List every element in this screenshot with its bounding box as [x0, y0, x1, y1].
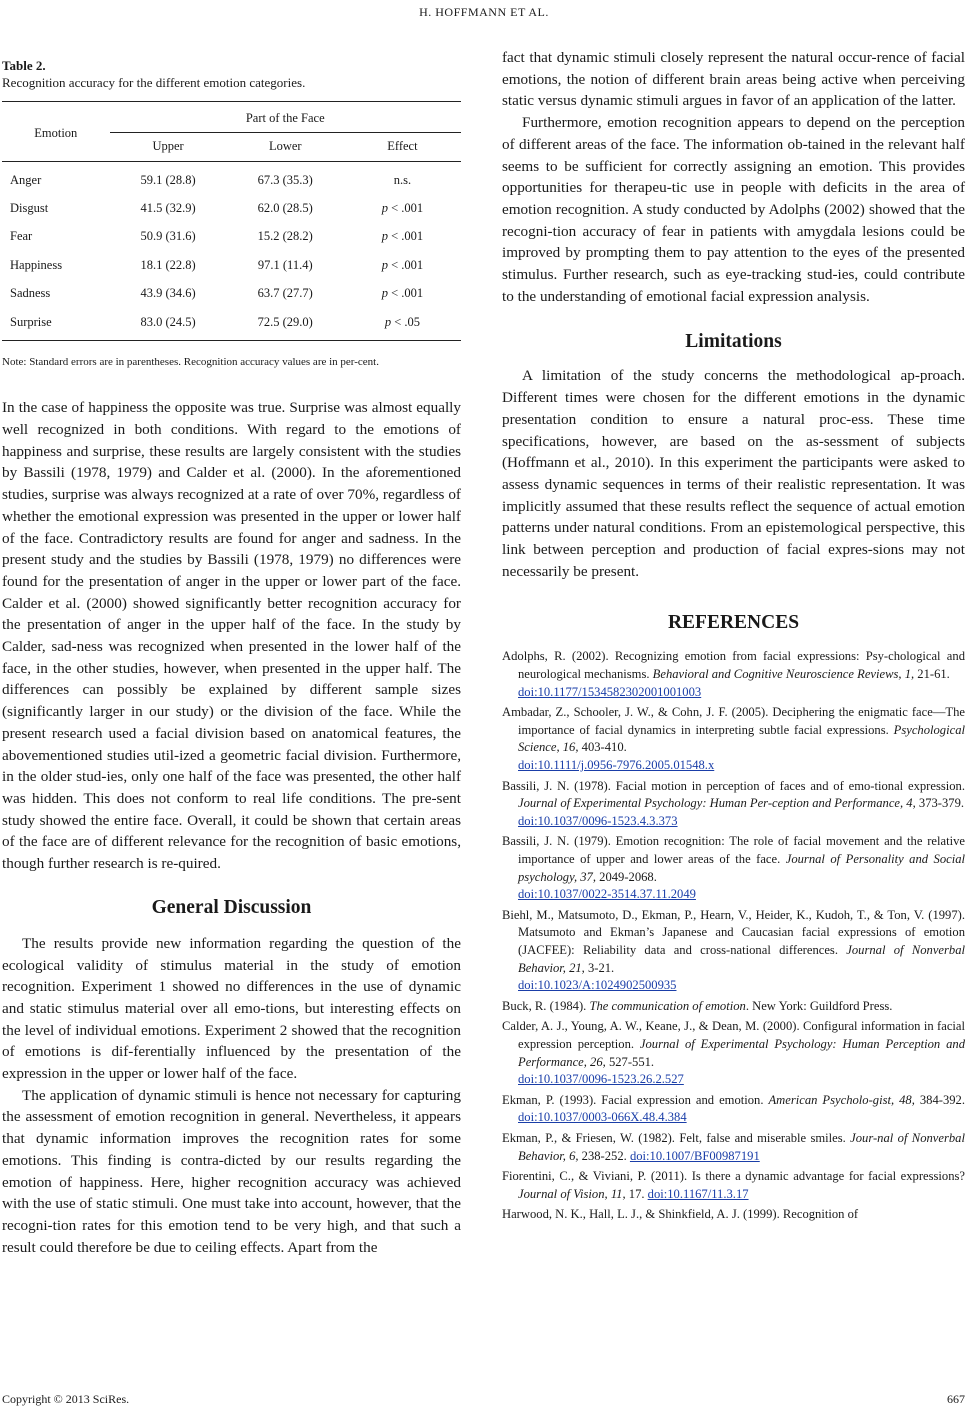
reference-doi-link[interactable]: doi:10.1037/0022-3514.37.11.2049: [518, 887, 696, 902]
reference-journal: Jour-nal of Nonverbal Behavior, 6,: [518, 1130, 965, 1163]
paragraph-happiness-surprise: In the case of happiness the opposite was true. Surprise was almost equally well recognized in both conditions. With regard to the emotions of happiness and surprise, these results are largely consistent with the studies by Bassili (1978, 1979) and Calder et al. (2000). In the aforementioned studies, surprise was always recognized at a rate of over 70%, regardless of whether the emotional expression was presented in the upper or lower half of the face. Contradictory results are found for anger and sadness. In the present study and the studies by Bassili (1978, 1979) no differences were found for the presentation of anger in the upper or lower part of the face. Calder et al. (2000) showed significantly better recognition accuracy for the presentation of anger in the upper half of the face. In the study by Calder, sad-ness was recognized when presented in the lower half of the face, in the other studies, however, when presented in the upper half. The differences can possibly be explained by different sample sizes (significantly larger in our study) or the division of the face. While the present research used a facial division based on anatomical features, the abovementioned studies util-ized a geometric facial division. Furthermore, in the older stud-ies, only one half of the face was presented, the other half was hidden. This does not conform to real life conditions. The pre-sent study showed the entire face. Overall, it could be shown that certain areas of the face are of different relevance for the recognition of basic emotions, though further research is re-quired.: [2, 399, 461, 873]
table-row: [2, 308, 461, 341]
table-caption-title: Recognition accuracy for the different emotion categories.: [2, 75, 306, 90]
reference-authors-title: Buck, R. (1984).: [502, 998, 590, 1013]
reference-pages: 21-61.: [914, 667, 950, 682]
paragraph-general-discussion-2: The application of dynamic stimuli is hence not necessary for capturing the assessment of emotion recognition in general. Nevertheless, it appears that dynamic information improves the recognition rates for some emotions. This finding is contra-dicted by our results regarding the emotion of happiness. Here, higher recognition accuracy was achieved with the use of static stimuli. One must take into account, however, that the recogni-tion rates for this emotion tend to be very high, and that such a result could therefore be due to ceiling effects. Apart from the: [2, 1086, 461, 1256]
reference-authors-title: Bassili, J. N. (1978). Facial motion in perception of faces and of emo-tional expression.: [502, 778, 965, 793]
reference-entry: [502, 1130, 965, 1165]
cell-upper: 18.1 (22.8): [140, 257, 196, 272]
reference-journal: Journal of Personality and Social psychology, 37,: [518, 852, 966, 884]
reference-journal: Journal of Experimental Psychology: Human Perception and Performance, 26,: [518, 1036, 965, 1069]
recognition-accuracy-table: [2, 101, 461, 341]
reference-journal: Journal of Experimental Psychology: Human Per-ception and Performance, 4,: [518, 796, 916, 811]
cell-lower: 15.2 (28.2): [257, 229, 313, 244]
header-upper: Upper: [152, 139, 184, 153]
page-number: 667: [947, 1392, 965, 1406]
p-symbol: p: [381, 257, 388, 272]
reference-pages: 527-551.: [605, 1054, 655, 1069]
p-symbol: p: [381, 286, 388, 301]
cell-emotion: Happiness: [10, 257, 63, 272]
effect-value: < .001: [391, 201, 424, 216]
reference-entry: [502, 1018, 965, 1088]
reference-authors-title: Adolphs, R. (2002). Recognizing emotion from facial expressions: Psy-chological and neurological mechanisms.: [502, 649, 965, 682]
reference-entry: [502, 1206, 965, 1224]
reference-journal: The communication of emotion: [589, 998, 746, 1013]
reference-authors-title: Ekman, P., & Friesen, W. (1982). Felt, false and miserable smiles.: [502, 1130, 851, 1145]
reference-journal: Psychological Science, 16,: [518, 722, 965, 755]
reference-entry: [502, 778, 965, 831]
cell-upper: 43.9 (34.6): [140, 286, 196, 301]
table-row: [2, 162, 461, 195]
reference-pages: 384-392.: [914, 1092, 965, 1107]
effect-value: < .001: [391, 286, 424, 301]
left-column: [2, 50, 461, 1258]
cell-upper: 59.1 (28.8): [140, 172, 196, 187]
reference-journal: American Psycholo-gist, 48,: [768, 1092, 915, 1107]
reference-pages: . New York: Guildford Press.: [745, 998, 893, 1013]
cell-lower: 97.1 (11.4): [257, 257, 313, 272]
reference-pages: 17.: [625, 1186, 648, 1201]
reference-pages: 403-410.: [578, 740, 627, 755]
reference-list: [502, 648, 965, 1223]
reference-authors-title: Bassili, J. N. (1979). Emotion recognition: The role of facial movement and the relative importance of upper and lower areas of the face.: [502, 834, 965, 866]
table-row: [2, 251, 461, 279]
reference-authors-title: Calder, A. J., Young, A. W., Keane, J., & Dean, M. (2000). Configural information in facial expression perception.: [502, 1019, 965, 1051]
header-lower: Lower: [268, 139, 302, 153]
reference-doi-link[interactable]: doi:10.1111/j.0956-7976.2005.01548.x: [518, 758, 715, 773]
cell-lower: 62.0 (28.5): [257, 201, 313, 216]
reference-pages: 373-379.: [915, 796, 965, 811]
cell-emotion: Disgust: [10, 201, 49, 216]
cell-effect: [344, 194, 461, 222]
cell-effect: [344, 280, 461, 308]
cell-effect: [344, 162, 461, 195]
cell-emotion: Sadness: [10, 286, 51, 301]
table-note: Note: Standard errors are in parentheses. Recognition accuracy values are in per-cent.: [2, 356, 379, 369]
effect-value: < .001: [391, 257, 424, 272]
reference-pages: 238-252.: [578, 1148, 630, 1163]
reference-doi-link[interactable]: doi:10.1007/BF00987191: [629, 1148, 760, 1163]
right-column: [502, 47, 965, 1227]
reference-authors-title: Fiorentini, C., & Viviani, P. (2011). Is there a dynamic advantage for facial expressions?: [502, 1169, 965, 1184]
reference-entry: [502, 1168, 965, 1203]
footer-copyright: Copyright © 2013 SciRes.: [2, 1392, 130, 1406]
reference-pages: 2049-2068.: [596, 869, 657, 884]
cell-lower: 67.3 (35.3): [257, 172, 313, 187]
reference-entry: [502, 907, 965, 995]
reference-journal: Journal of Vision, 11,: [518, 1186, 626, 1201]
cell-upper: 50.9 (31.6): [140, 229, 196, 244]
cell-lower: 72.5 (29.0): [227, 308, 344, 341]
reference-doi-link[interactable]: doi:10.1023/A:1024902500935: [518, 978, 677, 993]
reference-journal: Behavioral and Cognitive Neuroscience Reviews, 1,: [652, 667, 915, 682]
heading-limitations: Limitations: [685, 331, 782, 353]
paragraph-dynamic-stimuli: fact that dynamic stimuli closely represent the natural occur-rence of facial emotions, the notion of different brain areas being active when perceiving static versus dynamic stimuli argues in favor of an application of the latter.: [502, 49, 965, 110]
p-symbol: p: [381, 201, 388, 216]
header-emotion: Emotion: [2, 102, 110, 162]
table-row: [2, 280, 461, 308]
p-symbol: p: [384, 314, 392, 329]
reference-entry: [502, 704, 965, 774]
table-row: [2, 223, 461, 251]
cell-upper: 83.0 (24.5): [110, 308, 227, 341]
reference-authors-title: Ambadar, Z., Schooler, J. W., & Cohn, J. F. (2005). Deciphering the enigmatic face—The importance of facial dynamics in interpreting subtle facial expressions.: [502, 705, 965, 737]
paragraph-general-discussion-1: The results provide new information regarding the question of the ecological validity of stimulus material in the study of emotion recognition. Experiment 1 showed no differences in the use of dynamic and static stimulus material over all emo-tions, but interesting effects on the level of individual emotions. Experiment 2 showed that the recognition of emotions is dif-ferentially influenced by the presentation of the expression in the upper or lower half of the face.: [2, 934, 461, 1083]
table-caption-number: Table 2.: [2, 58, 46, 73]
reference-pages: 3-21.: [584, 960, 615, 975]
reference-journal: Journal of Nonverbal Behavior, 21,: [518, 942, 965, 975]
reference-doi-link[interactable]: doi:10.1167/11.3.17: [647, 1186, 749, 1201]
reference-entry: [502, 1092, 965, 1127]
cell-emotion: Fear: [10, 229, 33, 244]
table-body: [2, 162, 461, 341]
effect-value: < .001: [391, 229, 424, 244]
heading-references: REFERENCES: [667, 612, 800, 634]
paragraph-limitations: A limitation of the study concerns the methodological ap-proach. Different times were chosen for the different emotions in the dynamic presentation condition to ensure a natural proc-ess. These time specifications, however, are based on the as-sessment of subjects (Hoffmann et al., 2010). In this experiment the participants were asked to assess dynamic sequences in terms of their realistic representation. It was implicitly assumed that these results reflect the sequence of actual emotion patterns under natural conditions. From an epistemological perspective, this link between perception and production of facial expres-sions may not necessarily be present.: [502, 367, 965, 580]
reference-authors-title: Biehl, M., Matsumoto, D., Ekman, P., Hearn, V., Heider, K., Kudoh, T., & Ton, V. (1997). Matsumoto and Ekman’s Japanese and Caucasian facial expressions of emotion (JACFEE): Reliability data and cross-national differences.: [502, 907, 965, 957]
effect-value: n.s.: [393, 172, 412, 187]
reference-doi-link[interactable]: doi:10.1037/0096-1523.26.2.527: [518, 1072, 684, 1087]
header-part-of-face: Part of the Face: [110, 102, 461, 133]
effect-value: < .05: [394, 314, 420, 329]
cell-emotion: Surprise: [2, 308, 110, 341]
reference-entry: [502, 833, 965, 903]
table-row: [2, 194, 461, 222]
reference-authors-title: Ekman, P. (1993). Facial expression and emotion.: [502, 1092, 769, 1107]
cell-emotion: Anger: [10, 172, 42, 187]
cell-effect: [344, 223, 461, 251]
cell-effect: [344, 251, 461, 279]
header-effect: Effect: [387, 139, 418, 153]
reference-authors-title: Harwood, N. K., Hall, L. J., & Shinkfield, A. J. (1999). Recognition of: [502, 1207, 859, 1222]
reference-doi-link[interactable]: doi:10.1177/1534582302001001003: [518, 684, 702, 699]
cell-effect: [344, 308, 461, 341]
cell-upper: 41.5 (32.9): [140, 201, 196, 216]
reference-doi-link[interactable]: doi:10.1037/0003-066X.48.4.384: [518, 1110, 687, 1125]
reference-entry: [502, 998, 965, 1016]
paragraph-face-areas: Furthermore, emotion recognition appears to depend on the perception of different areas of the face. The information ob-tained in the relevant half seems to be sufficient for correctly assigning an emotion. This provides opportunities for therapeu-tic use in people with deficits in the area of emotion recognition. A study conducted by Adolphs (2002) showed that the recogni-tion accuracy of fear in patients with amygdala lesions could be improved by prompting them to pay attention to the eyes of the presented stimulus. Further research, such as eye-tracking stud-ies, could contribute to the understanding of emotional facial expression analysis.: [502, 114, 965, 305]
cell-lower: 63.7 (27.7): [257, 286, 313, 301]
heading-general-discussion: General Discussion: [151, 896, 312, 918]
reference-doi-link[interactable]: doi:10.1037/0096-1523.4.3.373: [518, 813, 678, 828]
running-head: H. HOFFMANN ET AL.: [419, 5, 549, 19]
p-symbol: p: [381, 229, 388, 244]
reference-entry: [502, 648, 965, 701]
